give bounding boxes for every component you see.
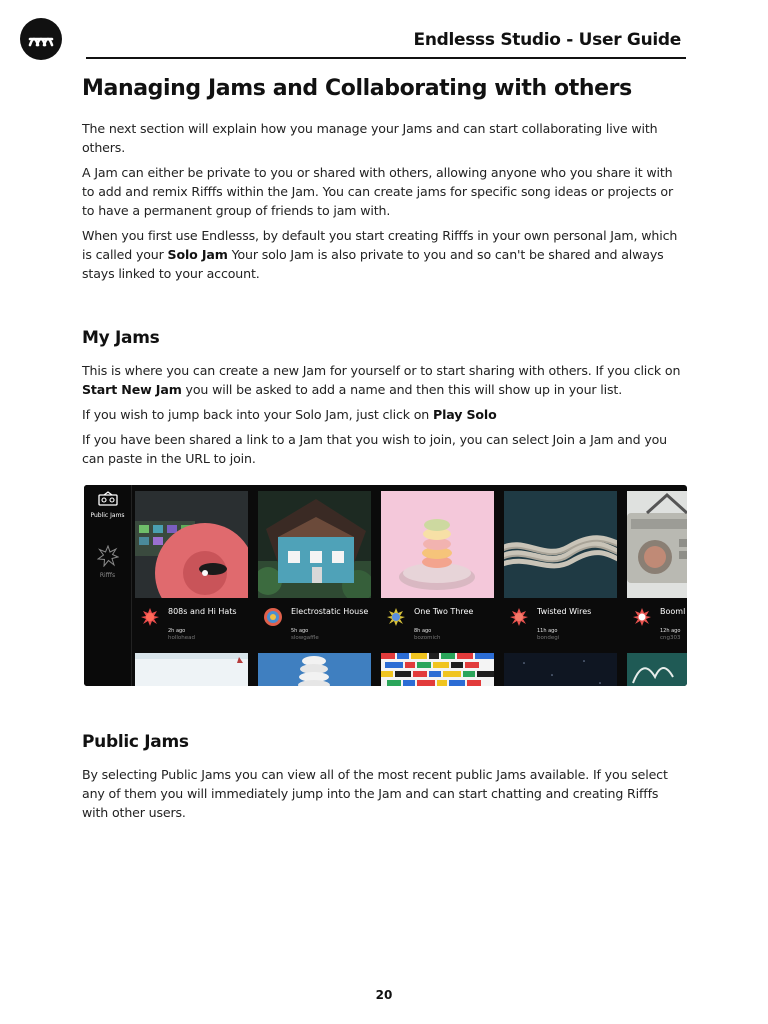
public-jams-paragraph: By selecting Public Jams you can view all of the most recent public Jams available. If you select any of them you will immediately jump into the Jam and can start chatting and creating Rifffs with other users. bbox=[82, 767, 668, 820]
jam-artwork-next-row bbox=[504, 653, 617, 686]
radio-icon bbox=[97, 491, 119, 507]
jam-time-ago: 8h ago bbox=[414, 628, 432, 634]
jam-name: Electrostatic House bbox=[291, 607, 369, 616]
text-span: If you wish to jump back into your Solo Jam, just click on bbox=[82, 407, 433, 422]
jam-artwork bbox=[381, 491, 494, 598]
jam-artwork bbox=[135, 491, 248, 598]
start-new-jam-term: Start New Jam bbox=[82, 382, 182, 397]
jam-artwork bbox=[504, 491, 617, 598]
jam-time-ago: 5h ago bbox=[291, 628, 309, 634]
text-span: This is where you can create a new Jam for yourself or to start sharing with others. If you click on bbox=[82, 363, 681, 378]
intro-paragraph-1: The next section will explain how you manage your Jams and can start collaborating live with others. bbox=[82, 121, 658, 155]
my-jams-paragraph-1 bbox=[82, 361, 688, 399]
main-content bbox=[82, 75, 688, 474]
page-number: 20 bbox=[375, 988, 393, 1002]
public-jams-heading: Public Jams bbox=[82, 732, 189, 752]
jam-artwork-next-row bbox=[258, 653, 371, 686]
text-span: When you first use Endlesss, by default you start creating Rifffs in your own personal Jam, which is called your bbox=[82, 228, 678, 262]
user-avatar-icon bbox=[387, 608, 405, 626]
solo-jam-term: Solo Jam bbox=[167, 247, 228, 262]
sidebar-item-public-jams[interactable] bbox=[84, 491, 131, 519]
user-avatar-icon bbox=[633, 608, 651, 626]
jam-artwork-next-row bbox=[381, 653, 494, 686]
jam-tile-grid bbox=[135, 491, 687, 686]
intro-paragraph-3 bbox=[82, 226, 688, 283]
jam-name: Booml bbox=[660, 607, 686, 616]
header-divider bbox=[86, 57, 686, 59]
jam-artwork bbox=[627, 491, 687, 598]
user-avatar-icon bbox=[510, 608, 528, 626]
jam-username: bozomich bbox=[414, 635, 441, 641]
sidebar-item-label: Public Jams bbox=[90, 512, 125, 519]
jam-name: 808s and Hi Hats bbox=[168, 607, 237, 616]
jam-artwork-next-row bbox=[135, 653, 248, 686]
my-jams-paragraph-2 bbox=[82, 405, 688, 424]
public-jams-screenshot bbox=[84, 485, 687, 686]
user-avatar-icon bbox=[141, 608, 159, 626]
jam-time-ago: 11h ago bbox=[537, 628, 558, 634]
section-title: Managing Jams and Collaborating with others bbox=[82, 76, 632, 101]
my-jams-heading: My Jams bbox=[82, 328, 160, 348]
jam-username: bondegi bbox=[537, 635, 560, 641]
jam-time-ago: 12h ago bbox=[660, 628, 681, 634]
app-sidebar bbox=[84, 485, 132, 686]
sidebar-item-rifffs[interactable] bbox=[84, 545, 131, 579]
jam-name: Twisted Wires bbox=[537, 607, 592, 616]
text-span: Your solo Jam is also private to you and so can't be shared and always stays linked to your account. bbox=[82, 247, 664, 281]
document-header-title: Endlesss Studio - User Guide bbox=[413, 30, 681, 50]
jam-username: slowgaffle bbox=[291, 635, 319, 641]
jam-username: cng303 bbox=[660, 635, 681, 641]
burst-icon bbox=[97, 545, 119, 567]
intro-paragraph-2: A Jam can either be private to you or shared with others, allowing anyone who you share it with to add and remix Rifffs within the Jam. You can create jams for specific song ideas or projects or to have a permanent group of friends to jam with. bbox=[82, 165, 673, 218]
text-span: you will be asked to add a name and then this will show up in your list. bbox=[181, 382, 623, 397]
jam-time-ago: 2h ago bbox=[168, 628, 186, 634]
jam-artwork bbox=[258, 491, 371, 598]
jam-username: hollohead bbox=[168, 635, 196, 641]
my-jams-paragraph-3: If you have been shared a link to a Jam that you wish to join, you can select Join a Jam and you can paste in the URL to join. bbox=[82, 432, 668, 466]
jam-name: One Two Three bbox=[414, 607, 474, 616]
public-jams-section bbox=[82, 731, 688, 828]
jam-artwork-next-row bbox=[627, 653, 687, 686]
play-solo-term: Play Solo bbox=[433, 407, 497, 422]
user-avatar-icon bbox=[264, 608, 282, 626]
sidebar-item-label: Rifffs bbox=[99, 572, 116, 579]
